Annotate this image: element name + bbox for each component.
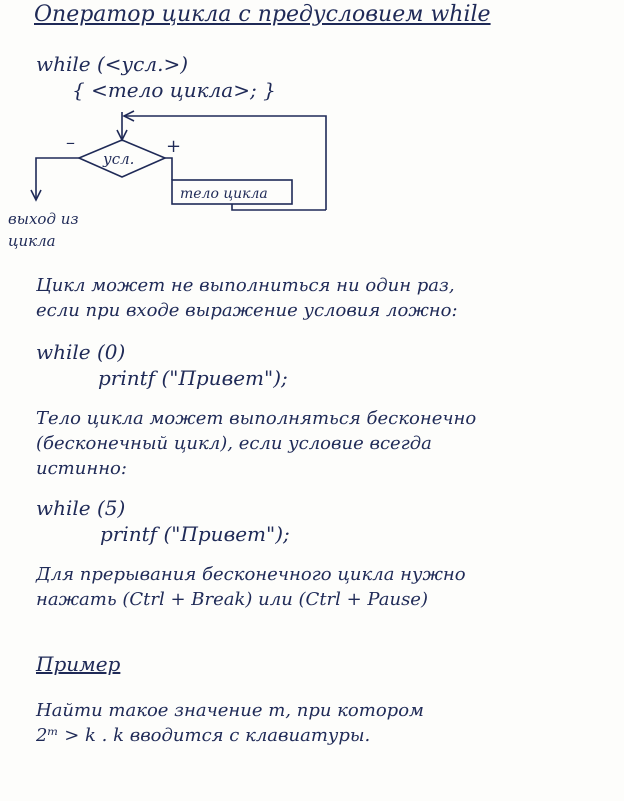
para2-line-3: истинно: xyxy=(36,458,127,479)
body-label: тело цикла xyxy=(180,186,268,202)
exit-label-line-2: цикла xyxy=(8,232,56,250)
example2-line-1: while (5) xyxy=(36,496,126,520)
condition-label: усл. xyxy=(103,150,135,168)
example1-line-2: printf ("Привет"); xyxy=(98,366,288,390)
page-title: Оператор цикла с предусловием while xyxy=(34,2,491,27)
task-line-2: 2ᵐ > k . k вводится с клавиатуры. xyxy=(36,725,371,746)
task-line-1: Найти такое значение m, при котором xyxy=(36,700,424,721)
syntax-line-2: { <тело цикла>; } xyxy=(72,78,276,102)
example-heading: Пример xyxy=(36,652,121,676)
plus-label: + xyxy=(166,136,182,157)
exit-label-line-1: выход из xyxy=(8,210,79,228)
para1-line-2: если при входе выражение условия ложно: xyxy=(36,300,458,321)
para2-line-2: (бесконечный цикл), если условие всегда xyxy=(36,433,432,454)
para1-line-1: Цикл может не выполниться ни один раз, xyxy=(36,275,455,296)
syntax-line-1: while (<усл.>) xyxy=(36,52,189,76)
para2-line-1: Тело цикла может выполняться бесконечно xyxy=(36,408,477,429)
example2-line-2: printf ("Привет"); xyxy=(100,522,290,546)
example1-line-1: while (0) xyxy=(36,340,126,364)
para3-line-1: Для прерывания бесконечного цикла нужно xyxy=(36,564,466,585)
para3-line-2: нажать (Ctrl + Break) или (Ctrl + Pause) xyxy=(36,589,428,610)
flowchart-diagram xyxy=(0,0,624,260)
minus-label: – xyxy=(66,132,75,153)
